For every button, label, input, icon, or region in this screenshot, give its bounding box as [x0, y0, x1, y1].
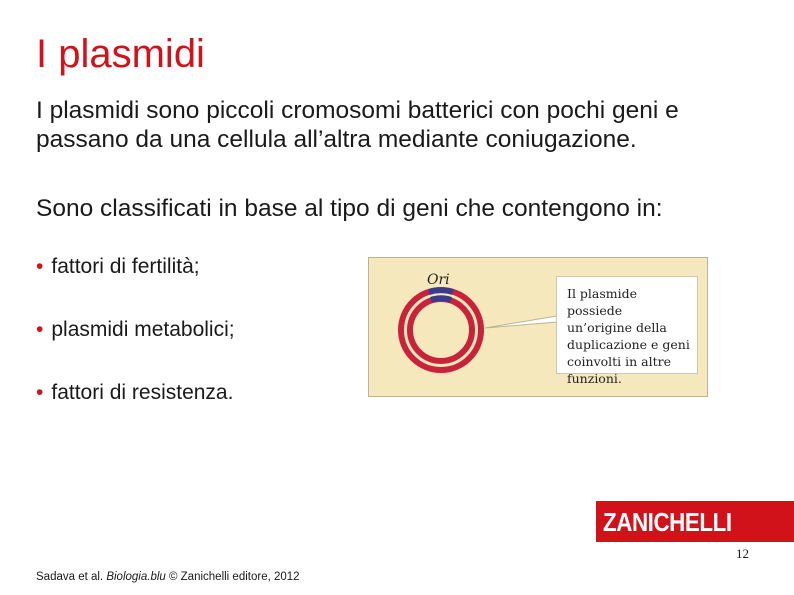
plasmid-inner-ring [410, 299, 472, 361]
origin-marker-outer [429, 290, 453, 292]
credit-book-title: Biologia.blu [106, 571, 166, 583]
credit-suffix: © Zanichelli editore, 2012 [165, 571, 300, 583]
bullet-list [36, 254, 235, 443]
list-item [36, 254, 235, 279]
list-item-text: fattori di resistenza. [51, 381, 234, 404]
list-item-text: fattori di fertilità; [51, 255, 200, 278]
credit-prefix: Sadava et al. [36, 571, 107, 583]
callout-pointer [485, 316, 557, 328]
bullet-icon: • [36, 318, 44, 341]
classification-text: Sono classificati in base al tipo di geni che contengono in: [36, 195, 663, 222]
list-item-text: plasmidi metabolici; [51, 318, 235, 341]
origin-marker-inner [431, 298, 451, 300]
callout-line: coinvolti in altre [567, 354, 672, 369]
zanichelli-logo [596, 501, 794, 542]
bullet-icon: • [36, 381, 44, 404]
callout-line: un’origine della [567, 320, 667, 335]
intro-paragraph: I plasmidi sono piccoli cromosomi batterici con pochi geni e passano da una cellula all’altra mediante coniugazione. [36, 97, 679, 153]
slide-title: I plasmidi [36, 32, 205, 76]
list-item [36, 317, 235, 342]
logo-text: ZANICHELLI [603, 507, 732, 537]
list-item [36, 380, 235, 405]
callout-line: funzioni. [567, 371, 622, 386]
callout-line: Il plasmide possiede [567, 286, 638, 318]
callout-box [556, 276, 698, 386]
page-number: 12 [736, 546, 749, 561]
credit-line [36, 571, 300, 583]
bullet-icon: • [36, 255, 44, 278]
plasmid-figure [368, 257, 708, 397]
origin-label: Ori [427, 272, 450, 288]
callout-line: duplicazione e geni [567, 337, 690, 352]
